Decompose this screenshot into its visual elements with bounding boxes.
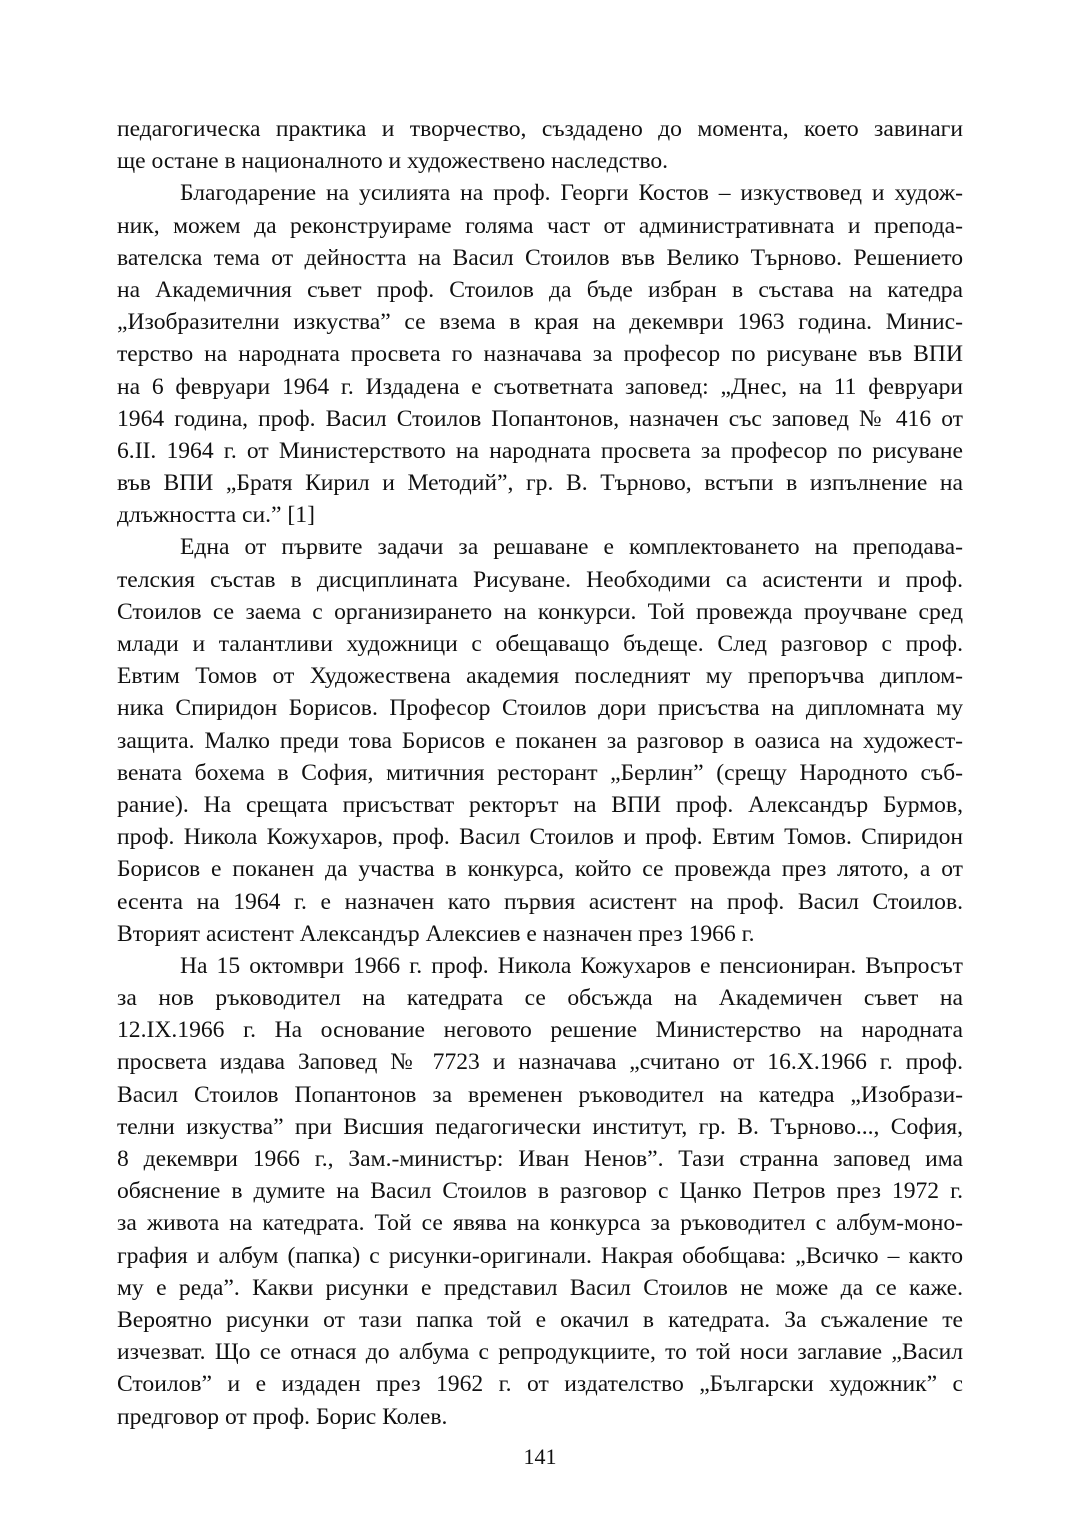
text-line: телни изкуства” при Висшия педагогически институт, гр. В. Търново..., София, (117, 1113, 963, 1140)
text-line: на Академичния съвет проф. Стоилов да бъде избран в състава на катедра (117, 276, 963, 303)
text-line: обяснение в думите на Васил Стоилов в разговор с Цанко Петров през 1972 г. (117, 1178, 963, 1205)
text-line: графия и албум (папка) с рисунки-оригинали. Накрая обобщава: „Всичко – както (117, 1242, 963, 1269)
text-line: за живота на катедрата. Той се явява на конкурса за ръководител с албум-моно- (117, 1210, 963, 1237)
text-line: Вероятно рисунки от тази папка той е окачил в катедрата. За съжаление те (117, 1306, 963, 1333)
text-line: 1964 година, проф. Васил Стоилов Попантонов, назначен със заповед № 416 от (117, 405, 963, 432)
text-line: Стоилов” и е издаден през 1962 г. от издателство „Български художник” с (117, 1371, 963, 1398)
text-line: На 15 октомври 1966 г. проф. Никола Кожухаров е пенсиониран. Въпросът (180, 952, 963, 979)
text-line: защита. Малко преди това Борисов е поканен за разговор в оазиса на художест- (117, 727, 963, 754)
text-line: за нов ръководител на катедрата се обсъжда на Академичен съвет на (117, 985, 963, 1012)
text-line: Една от първите задачи за решаване е комплектоването на преподава- (180, 534, 963, 561)
text-line: му е реда”. Какви рисунки е представил Васил Стоилов не може да се каже. (117, 1274, 963, 1301)
text-line: ник, можем да реконструираме голяма част от административната и препода- (117, 212, 963, 239)
text-line: Благодарение на усилията на проф. Георги Костов – изкуствовед и худож- (180, 180, 963, 207)
text-line: Вторият асистент Александър Алексиев е назначен през 1966 г. (117, 920, 755, 947)
text-line: просвета издава Заповед № 7723 и назначава „считано от 16.X.1966 г. проф. (117, 1049, 963, 1076)
text-line: педагогическа практика и творчество, създадено до момента, което завинаги (117, 116, 963, 142)
text-line: рание). На срещата присъстват ректорът на ВПИ проф. Александър Бурмов, (117, 791, 963, 818)
text-line: предговор от проф. Борис Колев. (117, 1403, 448, 1430)
page-body (117, 113, 963, 1433)
text-line: есента на 1964 г. е назначен като първия асистент на проф. Васил Стоилов. (117, 888, 963, 915)
text-line: 6.II. 1964 г. от Министерството на народната просвета за професор по рисуване (117, 437, 963, 464)
text-line: на 6 февруари 1964 г. Издадена е съответната заповед: „Днес, на 11 февруари (117, 373, 963, 400)
text-line: проф. Никола Кожухаров, проф. Васил Стоилов и проф. Евтим Томов. Спиридон (117, 824, 963, 851)
text-line: телския състав в дисциплината Рисуване. Необходими са асистенти и проф. (117, 566, 963, 593)
text-line: 8 декември 1966 г., Зам.-министър: Иван Ненов”. Тази странна заповед има (117, 1146, 963, 1172)
text-line: длъжността си.” [1] (117, 502, 315, 529)
text-line: терство на народната просвета го назначава за професор по рисуване във ВПИ (117, 341, 963, 368)
text-line: 12.IX.1966 г. На основание неговото решение Министерство на народната (117, 1017, 963, 1044)
text-line: вателска тема от дейността на Васил Стоилов във Велико Търново. Решението (117, 244, 963, 271)
text-line: Стоилов се заема с организирането на конкурси. Той провежда проучване сред (117, 598, 963, 625)
text-line: вената бохема в София, митичния ресторант „Берлин” (срещу Народното съб- (117, 759, 963, 786)
page-number: 141 (523, 1444, 557, 1469)
text-line: ника Спиридон Борисов. Професор Стоилов дори присъства на дипломната му (117, 695, 963, 722)
text-line: изчезват. Що се отнася до албума с репродукциите, то той носи заглавие „Васил (117, 1339, 963, 1366)
text-line: Евтим Томов от Художествена академия последният му препоръчва диплом- (117, 663, 963, 690)
text-line: „Изобразителни изкуства” се взема в края на декември 1963 година. Минис- (117, 309, 963, 336)
text-line: Васил Стоилов Попантонов за временен ръководител на катедра „Изобрази- (117, 1081, 963, 1108)
text-line: във ВПИ „Братя Кирил и Методий”, гр. В. Търново, встъпи в изпълнение на (117, 470, 963, 497)
text-line: Борисов е поканен да участва в конкурса, който се провежда през лятото, а от (117, 856, 963, 883)
text-line: млади и талантливи художници с обещаващо бъдеще. След разговор с проф. (117, 631, 963, 657)
text-line: ще остане в националното и художествено наследство. (117, 148, 669, 175)
